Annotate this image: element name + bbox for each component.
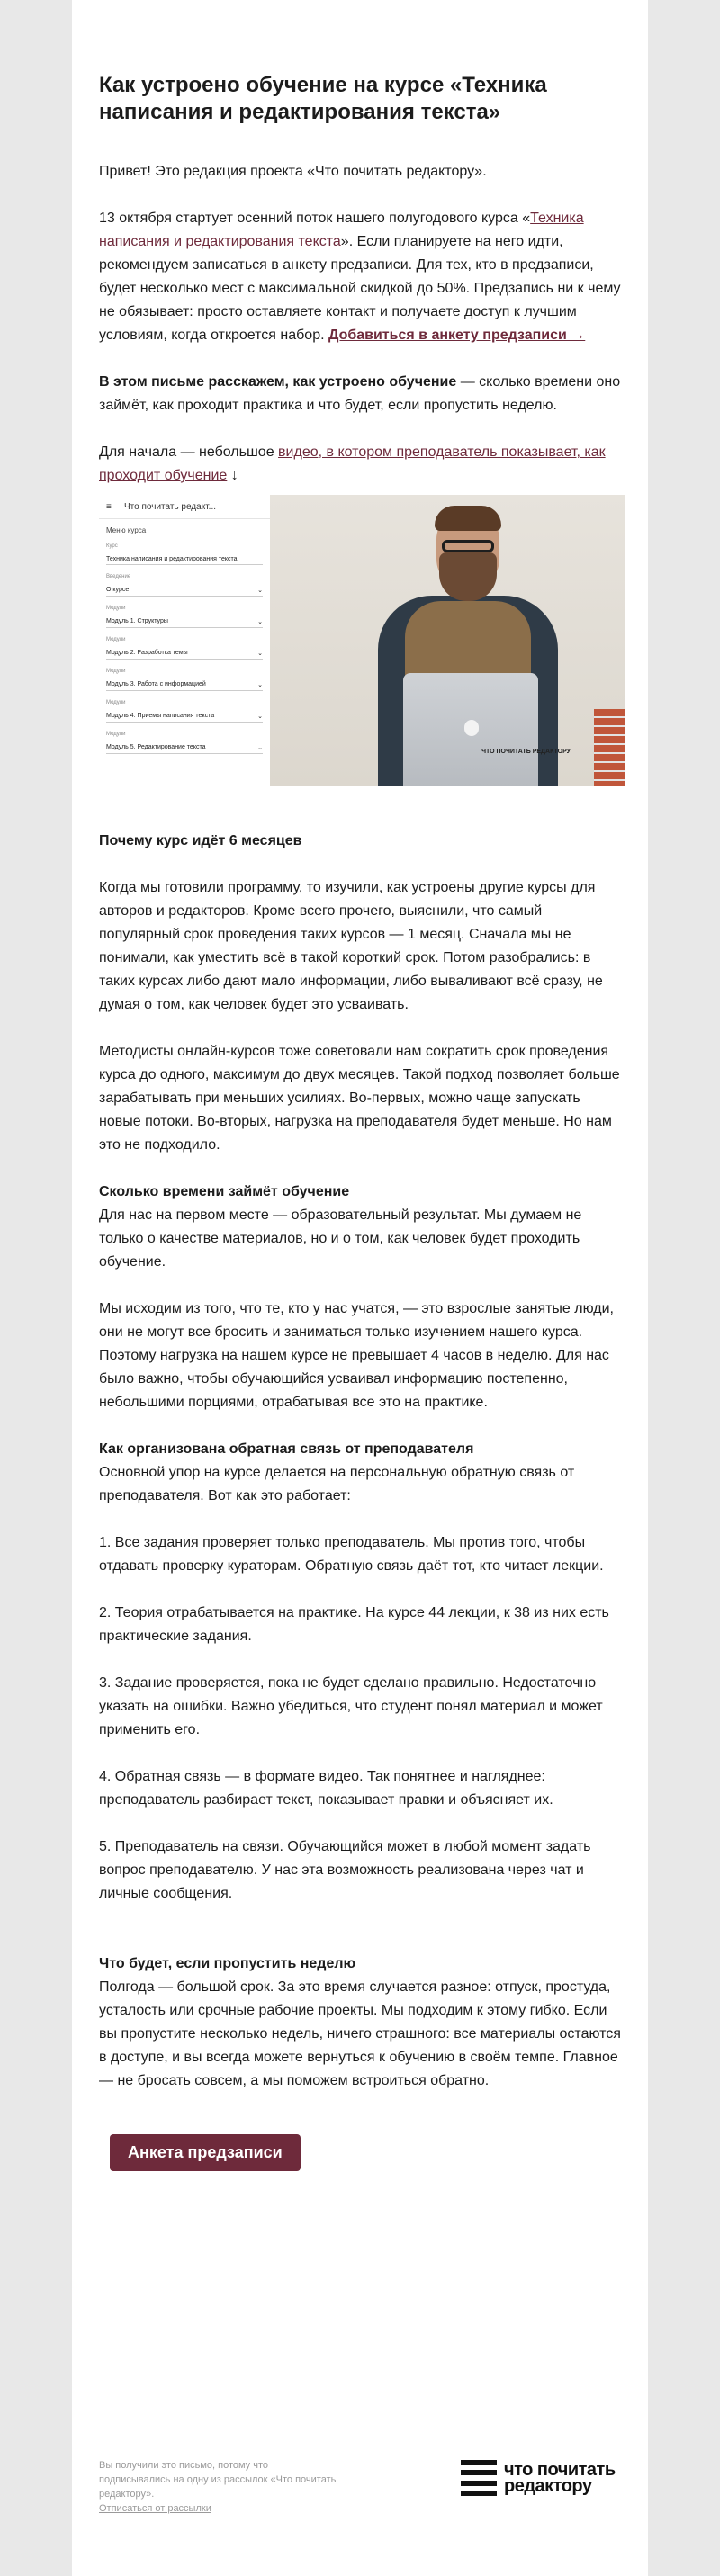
video-link[interactable]: видео, в котором преподаватель показывает, как проходит обучение — [99, 444, 606, 483]
section-title-time: Сколько времени займёт обучение — [99, 1184, 350, 1199]
feedback-item: 5. Преподаватель на связи. Обучающийся может в любой момент задать вопрос преподавателю. У нас эта возможность реализована через чат и личные сообщения. — [99, 1839, 591, 1901]
email-footer — [72, 2366, 648, 2576]
time-paragraph-1: Для нас на первом месте — образовательный результат. Мы думаем не только о качестве материалов, но и о том, как человек будет проходить обучение. — [99, 1207, 582, 1270]
section-title-skip: Что будет, если пропустить неделю — [99, 1956, 356, 1971]
why-paragraph-1: Когда мы готовили программу, то изучили, как устроены другие курсы для авторов и редакторов. Кроме всего прочего, выяснили, что самый популярный срок проведения таких курсов — 1 месяц. Сначала мы не понимали, как уместить всё в такой короткий срок. Потом разобрались: в таких курсах либо дают мало информации, либо вываливают всё сразу, не думая о том, как человек будет это усваивать. — [99, 880, 603, 1012]
course-menu-preview: ≡ Что почитать редакт... Меню курса Курс Техника написания и редактирования текста Введение О курсе ⌄ Модули Модуль 1. Структуры ⌄ Модули Модуль 2. Разработка темы ⌄ Модули Модуль 3. Работа с информацией ⌄ Модули Модуль 4. Приемы написания текста ⌄ Модули Модуль 5. Редактирование текста ⌄ — [99, 495, 271, 786]
intro-paragraph: 13 октября стартует осенний поток нашего полугодового курса «Техника написания и редактирования текста». Если планируете на него идти, рекомендуем записаться в анкету предзаписи. Для тех, кто в предзаписи, будет несколько мест с максимальной скидкой до 50%. Предзапись ни к чему не обязывает: просто оставляете контакт и получаете доступ к лучшим условиям, когда откроется набор. Добавиться в анкету предзаписи → — [99, 211, 621, 343]
menu-title: Меню курса — [106, 526, 147, 534]
course-label: Курс — [106, 543, 118, 549]
preview-topbar: Что почитать редакт... — [124, 501, 216, 512]
subscription-notice: Вы получили это письмо, потому что подписывались на одну из рассылок «Что почитать редактору». — [99, 2460, 337, 2500]
chevron-down-icon: ⌄ — [257, 682, 263, 688]
greeting: Привет! Это редакция проекта «Что почитать редактору». — [99, 164, 487, 179]
video-watermark: ЧТО ПОЧИТАТЬ РЕДАКТОРУ — [482, 749, 571, 755]
letter-topic: В этом письме расскажем, как устроено обучение — сколько времени оно займёт, как проходит практика и что будет, если пропустить неделю. — [99, 374, 621, 413]
email-title: Как устроено обучение на курсе «Техника написания и редактирования текста» — [99, 73, 547, 124]
brand-logo[interactable] — [461, 2460, 630, 2496]
feedback-item: 3. Задание проверяется, пока не будет сделано правильно. Недостаточно указать на ошибки. Важно убедиться, что студент понял материал и может применить его. — [99, 1675, 603, 1737]
signup-link[interactable]: Добавиться в анкету предзаписи → — [328, 328, 586, 343]
email-body — [72, 0, 648, 2576]
skip-paragraph: Полгода — большой срок. За это время случается разное: отпуск, простуда, усталость или срочные рабочие проекты. Мы подходим к этому гибко. Если вы пропустите несколько недель, ничего страшного: все материалы остаются в доступе, и вы всегда можете вернуться к обучению в своём темпе. Главное — не бросать совсем, а мы поможем встроиться обратно. — [99, 1979, 621, 2088]
chevron-down-icon: ⌄ — [257, 714, 263, 720]
logo-text: что почитать редактору — [504, 2460, 616, 2496]
chevron-down-icon: ⌄ — [257, 619, 263, 625]
video-thumbnail[interactable] — [99, 495, 625, 786]
chevron-down-icon: ⌄ — [257, 651, 263, 657]
feedback-item: 2. Теория отрабатывается на практике. На курсе 44 лекции, к 38 из них есть практические задания. — [99, 1605, 609, 1644]
unsubscribe-link[interactable]: Отписаться от рассылки — [99, 2503, 212, 2514]
chevron-down-icon: ⌄ — [257, 588, 263, 594]
hamburger-icon: ≡ — [106, 501, 112, 512]
section-title-why: Почему курс идёт 6 месяцев — [99, 833, 302, 848]
time-paragraph-2: Мы исходим из того, что те, кто у нас учатся, — это взрослые занятые люди, они не могут все бросить и заниматься только изучением нашего курса. Поэтому нагрузка на нашем курсе не превышает 4 часов в неделю. Для нас было важно, чтобы обучающийся усваивал информацию постепенно, небольшими порциями, отрабатывая все это на практике. — [99, 1301, 614, 1410]
apple-logo-icon — [464, 720, 479, 736]
feedback-item: 4. Обратная связь — в формате видео. Так понятнее и нагляднее: преподаватель разбирает текст, показывает правки и объясняет их. — [99, 1769, 554, 1808]
logo-icon — [461, 2460, 497, 2496]
teacher-video-frame — [270, 495, 625, 786]
video-intro: Для начала — небольшое видео, в котором преподаватель показывает, как проходит обучение ↓ — [99, 444, 606, 483]
course-link[interactable]: Техника написания и редактирования текста — [99, 211, 584, 249]
course-value: Техника написания и редактирования текста — [106, 556, 238, 562]
signup-cta-button[interactable]: Анкета предзаписи — [110, 2134, 301, 2171]
section-title-feedback: Как организована обратная связь от преподавателя — [99, 1441, 474, 1457]
feedback-item: 1. Все задания проверяет только преподаватель. Мы против того, чтобы отдавать проверку кураторам. Обратную связь даёт тот, кто читает лекции. — [99, 1535, 604, 1574]
email-content — [99, 72, 621, 2171]
feedback-intro: Основной упор на курсе делается на персональную обратную связь от преподавателя. Вот как это работает: — [99, 1465, 575, 1503]
chevron-down-icon: ⌄ — [257, 745, 263, 751]
why-paragraph-2: Методисты онлайн-курсов тоже советовали нам сократить срок проведения курса до одного, максимум до двух месяцев. Такой подход позволяет больше зарабатывать при меньших усилиях. Во-первых, можно чаще запускать новые потоки. Во-вторых, нагрузка на преподавателя будет меньше. Но нам это не подходило. — [99, 1044, 620, 1153]
